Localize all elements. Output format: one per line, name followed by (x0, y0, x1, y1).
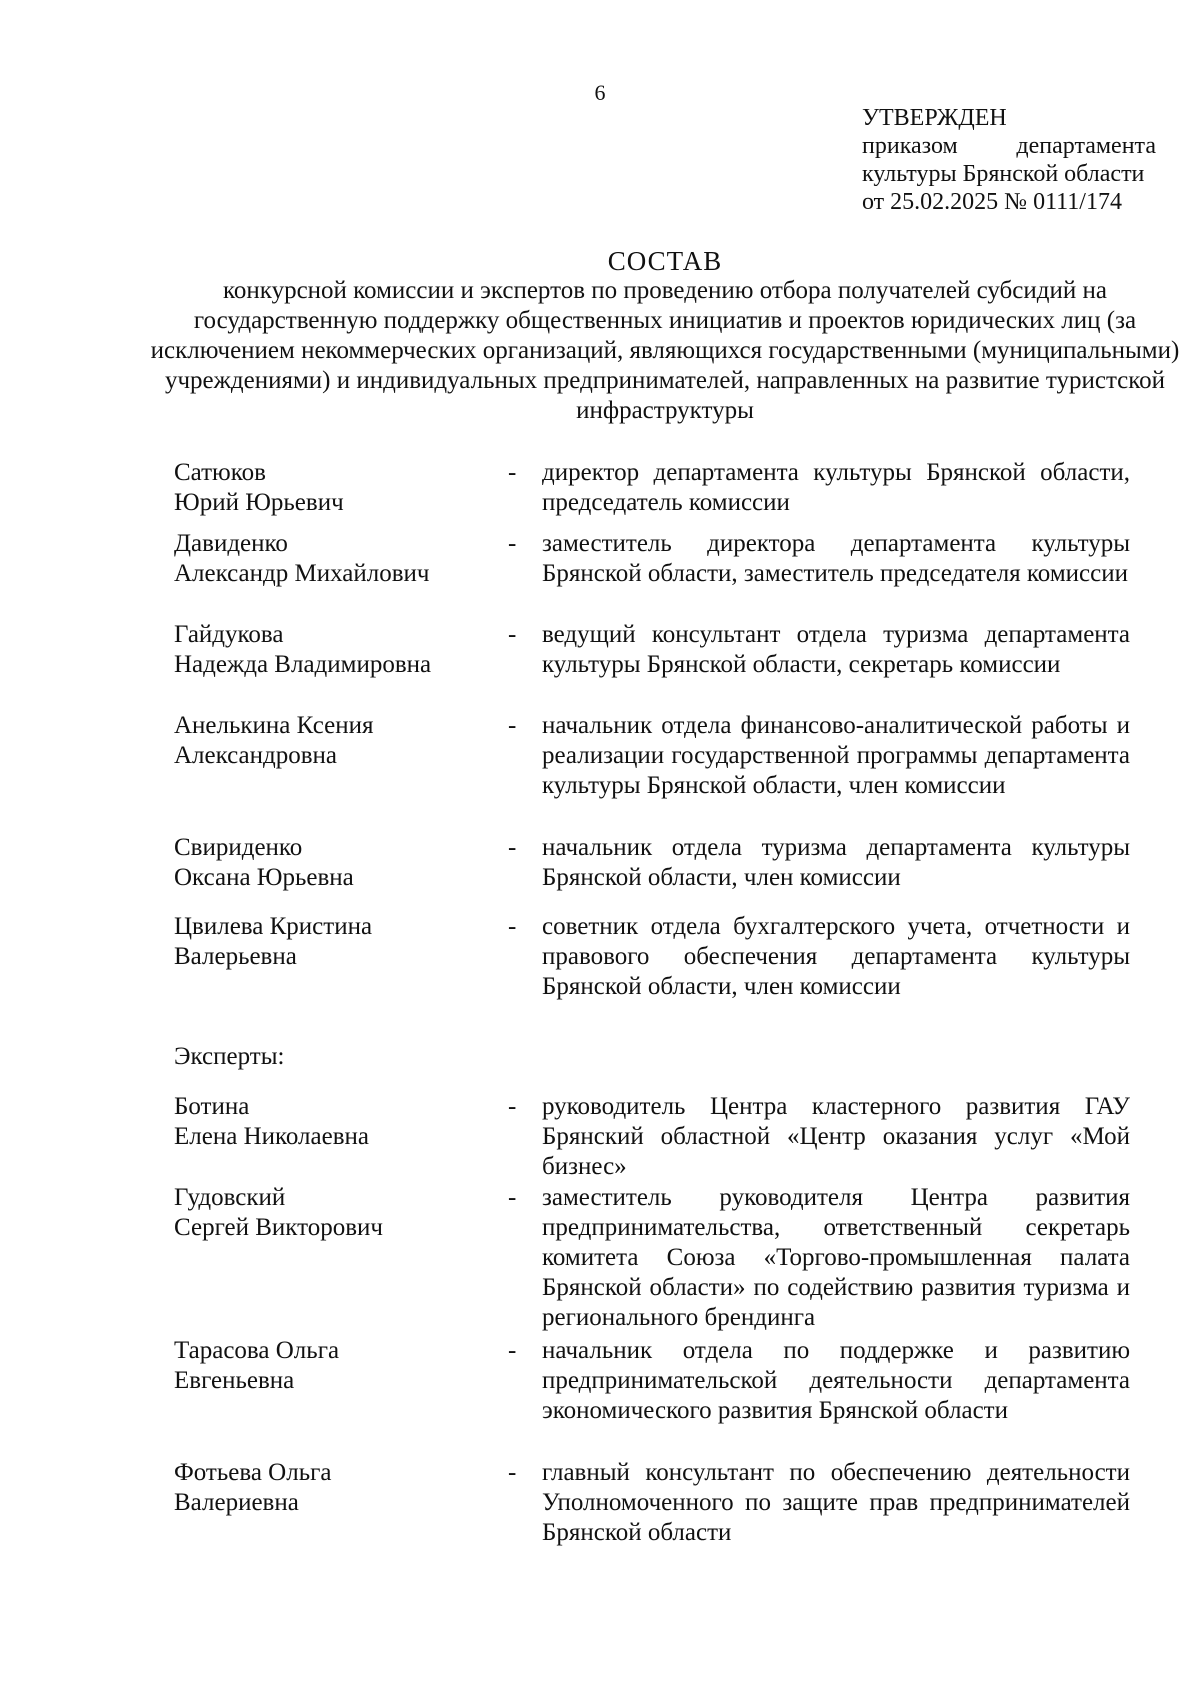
member-row (174, 833, 1134, 912)
member-surname: Свириденко (174, 834, 303, 861)
member-given-names: Юрий Юрьевич (174, 489, 344, 516)
member-row (174, 529, 1134, 620)
member-surname: Гайдукова (174, 621, 284, 648)
member-name (174, 458, 504, 518)
member-given-names: Александровна (174, 742, 338, 769)
expert-row (174, 1336, 1134, 1458)
member-row (174, 458, 1134, 529)
expert-name (174, 1183, 504, 1243)
member-role: начальник отдела финансово-аналитической работы и реализации государственной программы департамента культуры Брянской области, член комиссии (542, 712, 1130, 799)
member-role: ведущий консультант отдела туризма департамента культуры Брянской области, секретарь комиссии (542, 621, 1130, 678)
member-role: директор департамента культуры Брянской области, председатель комиссии (542, 459, 1130, 516)
member-row (174, 711, 1134, 833)
separator-dash: - (508, 1459, 517, 1486)
expert-row (174, 1092, 1134, 1183)
expert-row (174, 1183, 1134, 1336)
separator-dash: - (508, 1093, 517, 1120)
member-role: заместитель директора департамента культуры Брянской области, заместитель председателя комиссии (542, 530, 1130, 587)
approval-line-1: приказом департамента (862, 133, 1156, 159)
separator-dash: - (508, 1184, 517, 1211)
commission-roster (174, 458, 1134, 1558)
expert-role: начальник отдела по поддержке и развитию предпринимательской деятельности департамента экономического развития Брянской области (542, 1337, 1130, 1424)
member-given-names: Александр Михайлович (174, 560, 430, 587)
expert-row (174, 1458, 1134, 1558)
separator-dash: - (508, 621, 517, 648)
member-surname: Анелькина Ксения (174, 712, 374, 739)
page-number: 6 (594, 80, 606, 105)
member-row (174, 912, 1134, 1042)
expert-name (174, 1092, 504, 1152)
separator-dash: - (508, 712, 517, 739)
expert-surname: Гудовский (174, 1184, 286, 1211)
expert-given-names: Валериевна (174, 1489, 299, 1516)
experts-heading: Эксперты: (174, 1043, 285, 1070)
expert-surname: Ботина (174, 1093, 250, 1120)
member-name (174, 620, 504, 680)
member-role: начальник отдела туризма департамента культуры Брянской области, член комиссии (542, 834, 1130, 891)
approval-line-3: от 25.02.2025 № 0111/174 (862, 189, 1122, 215)
expert-surname: Фотьева Ольга (174, 1459, 332, 1486)
member-name (174, 711, 504, 771)
approval-line-2: культуры Брянской области (862, 161, 1145, 187)
member-given-names: Надежда Владимировна (174, 651, 432, 678)
member-name (174, 833, 504, 893)
separator-dash: - (508, 459, 517, 486)
expert-role: заместитель руководителя Центра развития предпринимательства, ответственный секретарь комитета Союза «Торгово-промышленная палата Брянской области» по содействию развития туризма и регионального брендинга (542, 1184, 1130, 1331)
member-surname: Цвилева Кристина (174, 913, 373, 940)
separator-dash: - (508, 1337, 517, 1364)
separator-dash: - (508, 834, 517, 861)
approval-stamp (862, 104, 1156, 216)
member-name (174, 529, 504, 589)
expert-given-names: Евгеньевна (174, 1367, 295, 1394)
member-given-names: Оксана Юрьевна (174, 864, 354, 891)
member-row (174, 620, 1134, 711)
expert-given-names: Сергей Викторович (174, 1214, 383, 1241)
expert-role: руководитель Центра кластерного развития ГАУ Брянский областной «Центр оказания услуг «Мой бизнес» (542, 1093, 1130, 1180)
expert-given-names: Елена Николаевна (174, 1123, 369, 1150)
member-surname: Сатюков (174, 459, 266, 486)
member-role: советник отдела бухгалтерского учета, отчетности и правового обеспечения департамента культуры Брянской области, член комиссии (542, 913, 1130, 1000)
expert-surname: Тарасова Ольга (174, 1337, 340, 1364)
approval-heading: УТВЕРЖДЕН (862, 105, 1007, 131)
expert-name (174, 1336, 504, 1396)
document-subtitle: конкурсной комиссии и экспертов по проведению отбора получателей субсидий на государственную поддержку общественных инициатив и проектов юридических лиц (за исключением некоммерческих организаций, являющихся государственными (муниципальными) учреждениями) и индивидуальных предпринимателей, направленных на развитие туристской инфраструктуры (150, 277, 1180, 424)
expert-name (174, 1458, 504, 1518)
separator-dash: - (508, 913, 517, 940)
member-surname: Давиденко (174, 530, 288, 557)
separator-dash: - (508, 530, 517, 557)
document-title: СОСТАВ (607, 246, 723, 276)
expert-role: главный консультант по обеспечению деятельности Уполномоченного по защите прав предпринимателей Брянской области (542, 1459, 1130, 1546)
member-name (174, 912, 504, 972)
member-given-names: Валерьевна (174, 943, 297, 970)
